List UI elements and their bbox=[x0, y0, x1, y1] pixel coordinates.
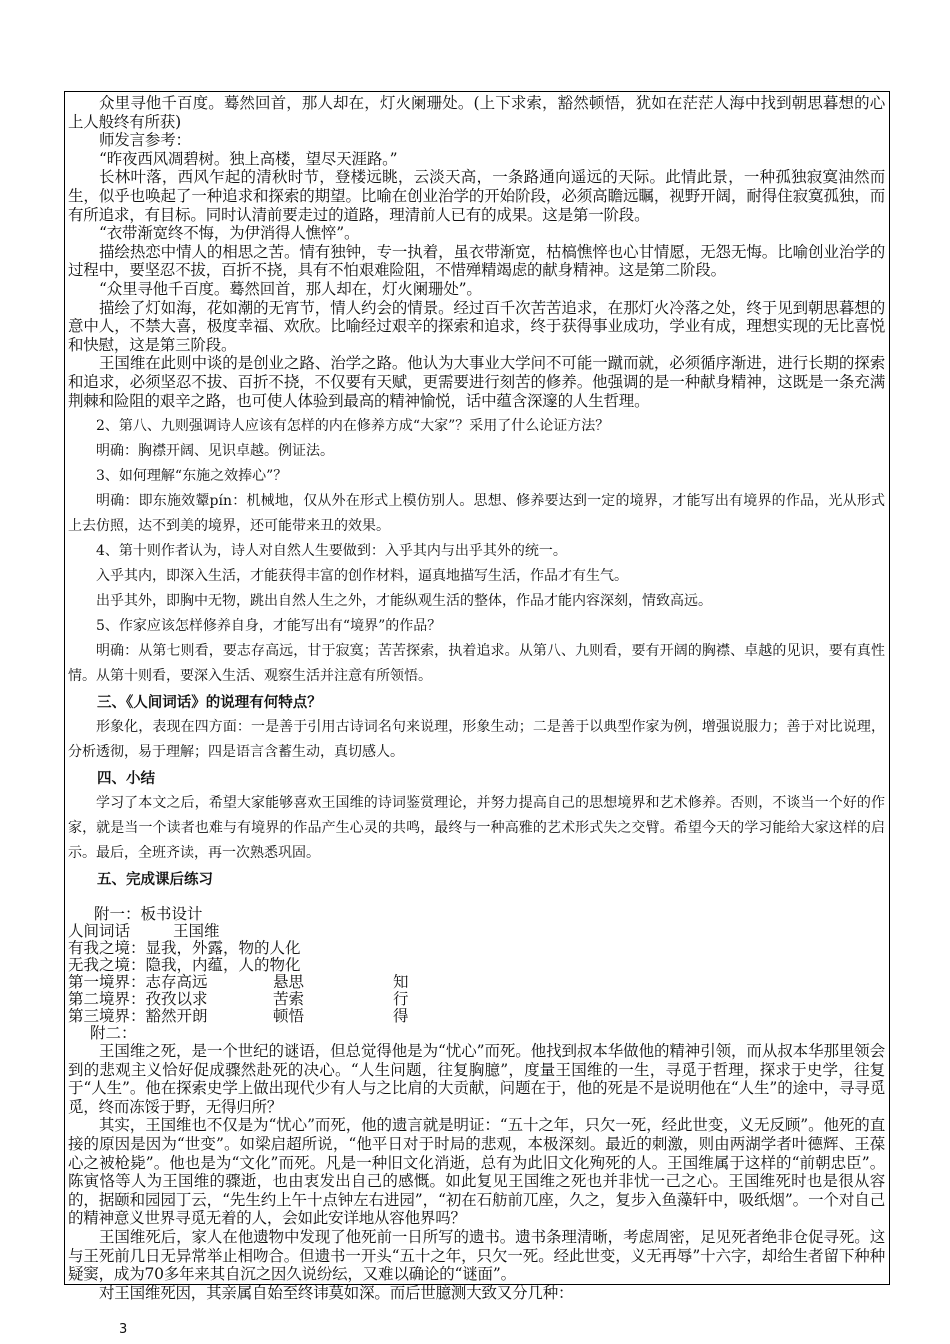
question: 5、作家应该怎样修养自身，才能写出有“境界”的作品？ bbox=[96, 618, 442, 635]
stage-keyword: 悬思 bbox=[273, 973, 305, 992]
section-heading-4: 四、小结 bbox=[97, 771, 155, 788]
paragraph: 描绘热恋中情人的相思之苦。情有独钟，专一执着，虽衣带渐宽，枯槁憔悴也心甘情愿，无怨无悔。比喻创业治学的过程中，要坚忍不拔，百折不挠，具有不怕艰难险阻，不惜殚精竭虑的献身精神。这是第二阶段。 bbox=[68, 242, 885, 280]
appendix-1-label: 附一：板书设计 bbox=[94, 905, 203, 924]
stage-keyword: 顿悟 bbox=[273, 1007, 305, 1026]
paragraph: 众里寻他千百度。蓦然回首，那人却在，灯火阑珊处。(上下求索，豁然顿悟，犹如在茫茫人海中找到朝思暮想的心上人般终有所获) bbox=[68, 94, 885, 131]
board-stage-row bbox=[68, 974, 885, 991]
quote-line: “众里寻他千百度。蓦然回首，那人却在，灯火阑珊处”。 bbox=[99, 279, 482, 298]
stage-label: 第一境界：志存高远 bbox=[68, 973, 208, 992]
stage-keyword: 苦索 bbox=[273, 990, 305, 1009]
section-text-3: 形象化，表现在四方面：一是善于引用古诗词名句来说理，形象生动；二是善于以典型作家为例，增强说服力；善于对比说理，分析透彻，易于理解；四是语言含蓄生动，真切感人。 bbox=[68, 719, 885, 761]
appendix-2-label: 附二： bbox=[90, 1024, 137, 1043]
board-stage-row bbox=[68, 1008, 885, 1025]
section-text-4: 学习了本文之后，希望大家能够喜欢王国维的诗词鉴赏理论，并努力提高自己的思想境界和艺术修养。否则，不谈当一个好的作家，就是当一个读者也难与有境界的作品产生心灵的共鸣，最终与一种高雅的艺术形式失之交臂。希望今天的学习能给大家这样的启示。最后，全班齐读，再一次熟悉巩固。 bbox=[68, 795, 885, 862]
paragraph: 师发言参考： bbox=[99, 131, 191, 150]
question: 4、第十则作者认为，诗人对自然人生要做到：入乎其内与出乎其外的统一。 bbox=[96, 543, 567, 560]
stage-result: 行 bbox=[393, 990, 409, 1009]
answer: 明确：胸襟开阔、见识卓越。例证法。 bbox=[96, 443, 334, 460]
board-author: 王国维 bbox=[173, 922, 220, 941]
board-stage-row bbox=[68, 991, 885, 1008]
paragraph: 描绘了灯如海，花如潮的无宵节，情人约会的情景。经过百千次苦苦追求，在那灯火冷落之处，终于见到朝思暮想的意中人，不禁大喜，极度幸福、欢欣。比喻经过艰辛的探索和追求，终于获得事业成功，学业有成，理想实现的无比喜悦和快慰，这是第三阶段。 bbox=[68, 298, 885, 354]
answer: 出乎其外，即胸中无物，跳出自然人生之外，才能纵观生活的整体，作品才能内容深刻，情致高远。 bbox=[96, 593, 712, 610]
appendix-paragraph: 其实，王国维也不仅是为“忧心”而死，他的遗言就是明证：“五十之年，只欠一死，经此世变，义无反顾”。他死的直接的原因是因为“世变”。如梁启超所说，“他平日对于时局的悲观，本极深刻。最近的刺激，则由两湖学者叶德辉、王葆心之被枪毙”。他也是为“文化”而死。凡是一种旧文化消逝，总有为此旧文化殉死的人。王国维属于这样的“前朝忠臣”。陈寅恪等人为王国维的骤逝，也由衷发出自己的感慨。如此复见王国维之死也并非忧一己之心。王国维死时也是很从容的，据颐和园园丁云，“先生约上午十点钟左右进园”，“初在石舫前兀座，久之，复步入鱼藻轩中，吸纸烟”。一个对自己的精神意义世界寻觅无着的人，会如此安详地从容他界吗？ bbox=[68, 1116, 885, 1228]
question: 2、第八、九则强调诗人应该有怎样的内在修养方成“大家”？采用了什么论证方法？ bbox=[96, 418, 610, 435]
board-line: 无我之境：隐我，内蕴，人的物化 bbox=[68, 956, 301, 975]
appendix-paragraph: 王国维死后，家人在他遗物中发现了他死前一日所写的遗书。遗书条理清晰，考虑周密，足见死者绝非仓促寻死。这与王死前几日无异常举止相吻合。但遗书一开头“五十之年，只欠一死。经此世变，义无再辱”十六字，却给生者留下种种疑窦，成为70多年来其自沉之因久说纷纭，又难以确论的“谜面”。 bbox=[68, 1228, 885, 1284]
board-line: 有我之境：显我，外露，物的人化 bbox=[68, 939, 301, 958]
stage-label: 第三境界：豁然开朗 bbox=[68, 1007, 208, 1026]
board-title-row bbox=[68, 923, 885, 940]
appendix-paragraph: 王国维之死，是一个世纪的谜语，但总觉得他是为“忧心”而死。他找到叔本华做他的精神引领，而从叔本华那里领会到的悲观主义恰好促成骤然赴死的决心。“人生问题，往复胸臆”，度量王国维的一生，寻觅于哲理，探求于史学，往复于“人生”。他在探索史学上做出现代少有人与之比肩的大贡献，问题在于，他的死是不是说明他在“人生”的途中，寻寻觅觅，终而冻馁于野，无得归所？ bbox=[68, 1042, 885, 1116]
document-body bbox=[65, 92, 889, 1302]
answer: 入乎其内，即深入生活，才能获得丰富的创作材料，逼真地描写生活，作品才有生气。 bbox=[96, 568, 628, 585]
paragraph: 王国维在此则中谈的是创业之路、治学之路。他认为大事业大学问不可能一蹴而就，必须循序渐进，进行长期的探索和追求，必须坚忍不拔、百折不挠，不仅要有天赋，更需要进行刻苦的修养。他强调的是一种献身精神，这既是一条充满荆棘和险阻的艰辛之路，也可使人体验到最高的精神愉悦，话中蕴含深邃的人生哲理。 bbox=[68, 354, 885, 410]
question: 3、如何理解“东施之效捧心”？ bbox=[96, 468, 288, 485]
appendix-paragraph: 对王国维死因，其亲属自始至终讳莫如深。而后世臆测大致又分几种： bbox=[99, 1283, 574, 1302]
content-table-cell bbox=[64, 91, 890, 1302]
stage-result: 知 bbox=[393, 973, 409, 992]
paragraph: 长林叶落，西风乍起的清秋时节，登楼远眺，云淡天高，一条路通向遥远的天际。此情此景，一种孤独寂寞油然而生，似乎也唤起了一种追求和探索的期望。比喻在创业治学的开始阶段，必须高瞻远瞩，视野开阔，耐得住寂寞孤独，而有所追求，有目标。同时认清前要走过的道路，理清前人已有的成果。这是第一阶段。 bbox=[68, 168, 885, 224]
answer: 明确：从第七则看，要志存高远，甘于寂寞；苦苦探索，执着追求。从第八、九则看，要有开阔的胸襟、卓越的见识，要有真性情。从第十则看，要深入生活、观察生活并注意有所领悟。 bbox=[68, 643, 885, 685]
section-heading-5: 五、完成课后练习 bbox=[97, 872, 213, 889]
page-number: 3 bbox=[119, 1322, 128, 1337]
stage-label: 第二境界：孜孜以求 bbox=[68, 990, 208, 1009]
section-heading-3: 三、《人间词话》的说理有何特点？ bbox=[97, 695, 322, 712]
board-title: 人间词话 bbox=[68, 922, 131, 941]
quote-line: “昨夜西风凋碧树。独上高楼，望尽天涯路。” bbox=[99, 149, 398, 168]
answer: 明确：即东施效颦pín：机械地，仅从外在形式上模仿别人。思想、修养要达到一定的境界，才能写出有境界的作品，光从形式上去仿照，达不到美的境界，还可能带来丑的效果。 bbox=[68, 493, 885, 535]
blackboard-design bbox=[68, 906, 885, 1042]
stage-result: 得 bbox=[393, 1007, 409, 1026]
quote-line: “衣带渐宽终不悔，为伊消得人憔悴”。 bbox=[99, 224, 360, 243]
